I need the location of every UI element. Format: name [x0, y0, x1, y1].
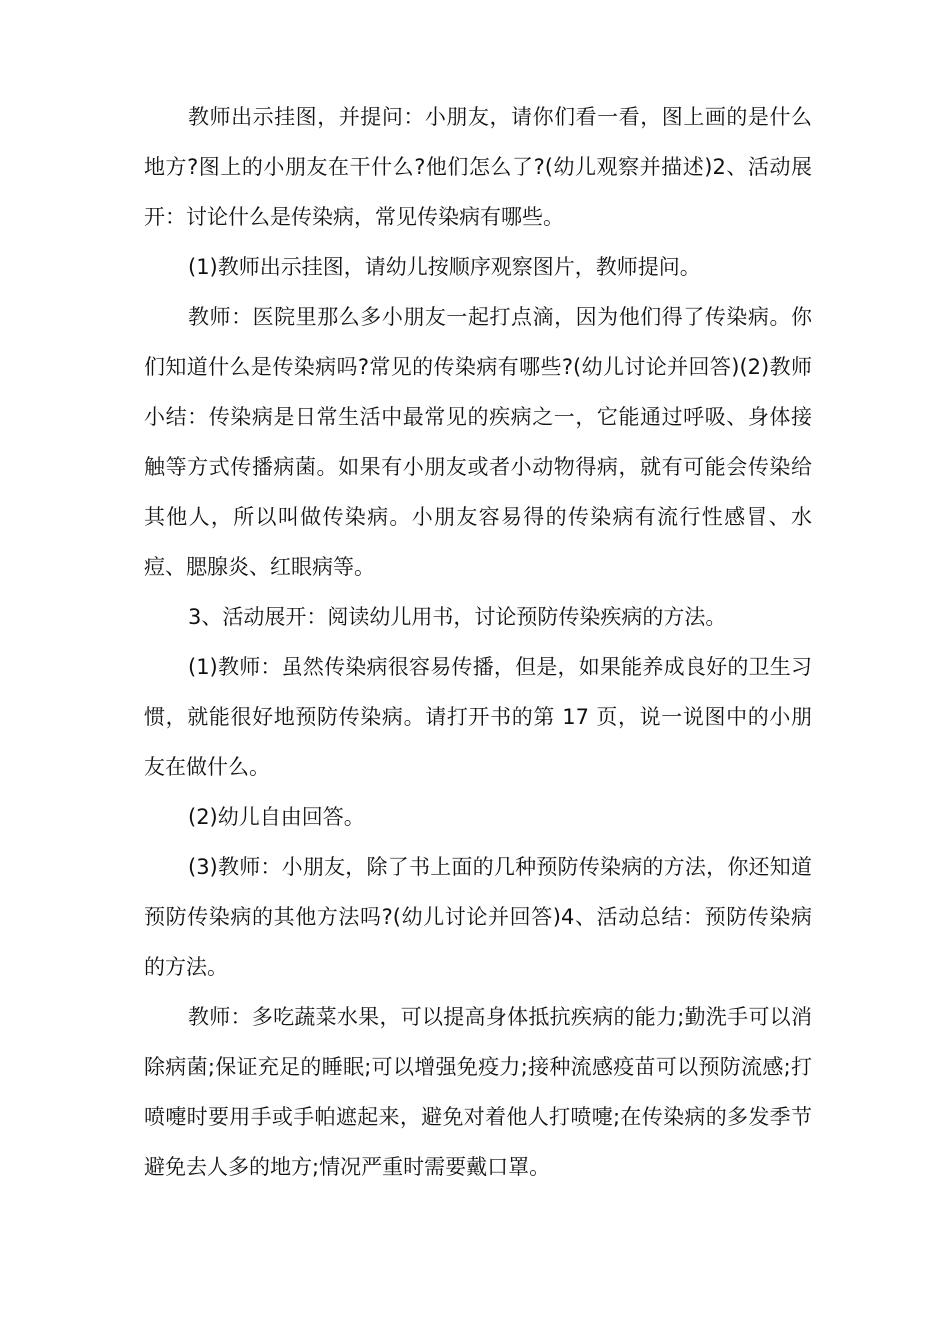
paragraph-1: 教师出示挂图，并提问：小朋友，请你们看一看，图上画的是什么地方?图上的小朋友在干什么?他们怎么了?(幼儿观察并描述)2、活动展开：讨论什么是传染病，常见传染病有哪些。 [144, 105, 812, 229]
paragraph-3: 教师：医院里那么多小朋友一起打点滴，因为他们得了传染病。你们知道什么是传染病吗?常见的传染病有哪些?(幼儿讨论并回答)(2)教师小结：传染病是日常生活中最常见的疾病之一，它能通过呼吸、身体接触等方式传播病菌。如果有小朋友或者小动物得病，就有可能会传染给其他人，所以叫做传染病。小朋友容易得的传染病有流行性感冒、水痘、腮腺炎、红眼病等。 [144, 305, 812, 579]
paragraph-6: (2)幼儿自由回答。 [188, 805, 365, 829]
paragraph-7: (3)教师：小朋友，除了书上面的几种预防传染病的方法，你还知道预防传染病的其他方法吗?(幼儿讨论并回答)4、活动总结：预防传染病的方法。 [144, 855, 812, 979]
paragraph-2: (1)教师出示挂图，请幼儿按顺序观察图片，教师提问。 [188, 255, 701, 279]
document-body [144, 92, 812, 1192]
paragraph-8: 教师：多吃蔬菜水果，可以提高身体抵抗疾病的能力;勤洗手可以消除病菌;保证充足的睡眠;可以增强免疫力;接种流感疫苗可以预防流感;打喷嚏时要用手或手帕遮起来，避免对着他人打喷嚏;在传染病的多发季节避免去人多的地方;情况严重时需要戴口罩。 [144, 1005, 812, 1179]
paragraph-4: 3、活动展开：阅读幼儿用书，讨论预防传染疾病的方法。 [188, 605, 727, 629]
paragraph-5: (1)教师：虽然传染病很容易传播，但是，如果能养成良好的卫生习惯，就能很好地预防传染病。请打开书的第 17 页，说一说图中的小朋友在做什么。 [144, 655, 812, 779]
